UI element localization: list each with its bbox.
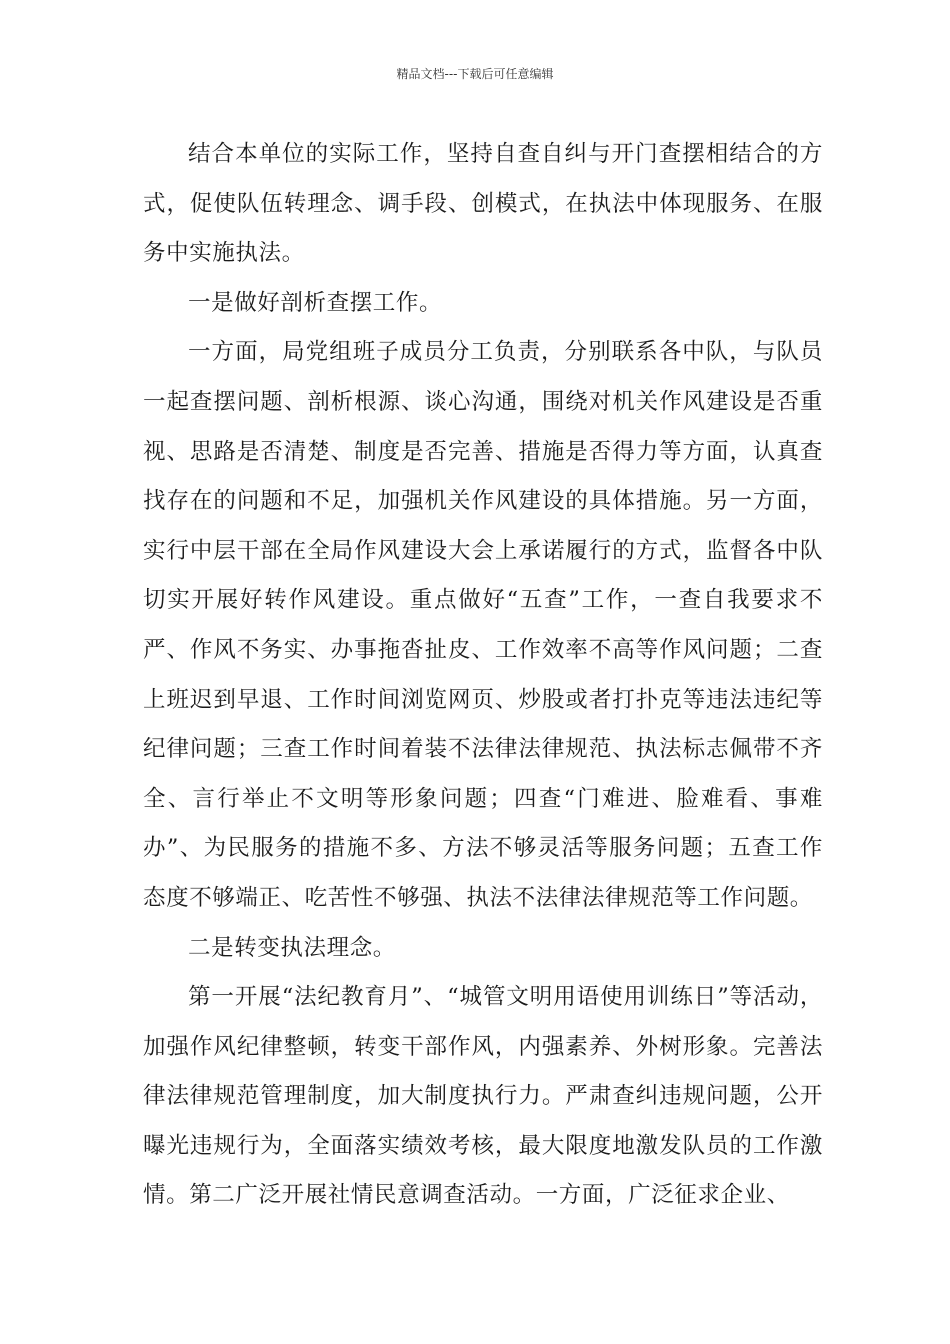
section-heading-1: 一是做好剖析查摆工作。 <box>188 289 443 316</box>
paragraph-intro: 结合本单位的实际工作，坚持自查自纠与开门查摆相结合的方式，促使队伍转理念、调手段、创模式，在执法中体现服务、在服务中实施执法。 <box>143 141 823 267</box>
section-heading-2: 二是转变执法理念。 <box>188 934 396 961</box>
document-body <box>143 130 823 1221</box>
page-header: 精品文档---下载后可任意编辑 <box>396 67 554 81</box>
paragraph-self-review: 一方面，局党组班子成员分工负责，分别联系各中队，与队员一起查摆问题、剖析根源、谈心沟通，围绕对机关作风建设是否重视、思路是否清楚、制度是否完善、措施是否得力等方面，认真查找存在的问题和不足，加强机关作风建设的具体措施。另一方面，实行中层干部在全局作风建设大会上承诺履行的方式，监督各中队切实开展好转作风建设。重点做好“五查”工作，一查自我要求不严、作风不务实、办事拖沓扯皮、工作效率不高等作风问题；二查上班迟到早退、工作时间浏览网页、炒股或者打扑克等违法违纪等纪律问题；三查工作时间着装不法律法律规范、执法标志佩带不齐全、言行举止不文明等形象问题；四查“门难进、脸难看、事难办”、为民服务的措施不多、方法不够灵活等服务问题；五查工作态度不够端正、吃苦性不够强、执法不法律法律规范等工作问题。 <box>143 339 823 911</box>
paragraph-enforcement: 第一开展“法纪教育月”、“城管文明用语使用训练日”等活动，加强作风纪律整顿，转变干部作风，内强素养、外树形象。完善法律法律规范管理制度，加大制度执行力。严肃查纠违规问题，公开曝光违规行为，全面落实绩效考核，最大限度地激发队员的工作激情。第二广泛开展社情民意调查活动。一方面，广泛征求企业、 <box>143 984 823 1209</box>
